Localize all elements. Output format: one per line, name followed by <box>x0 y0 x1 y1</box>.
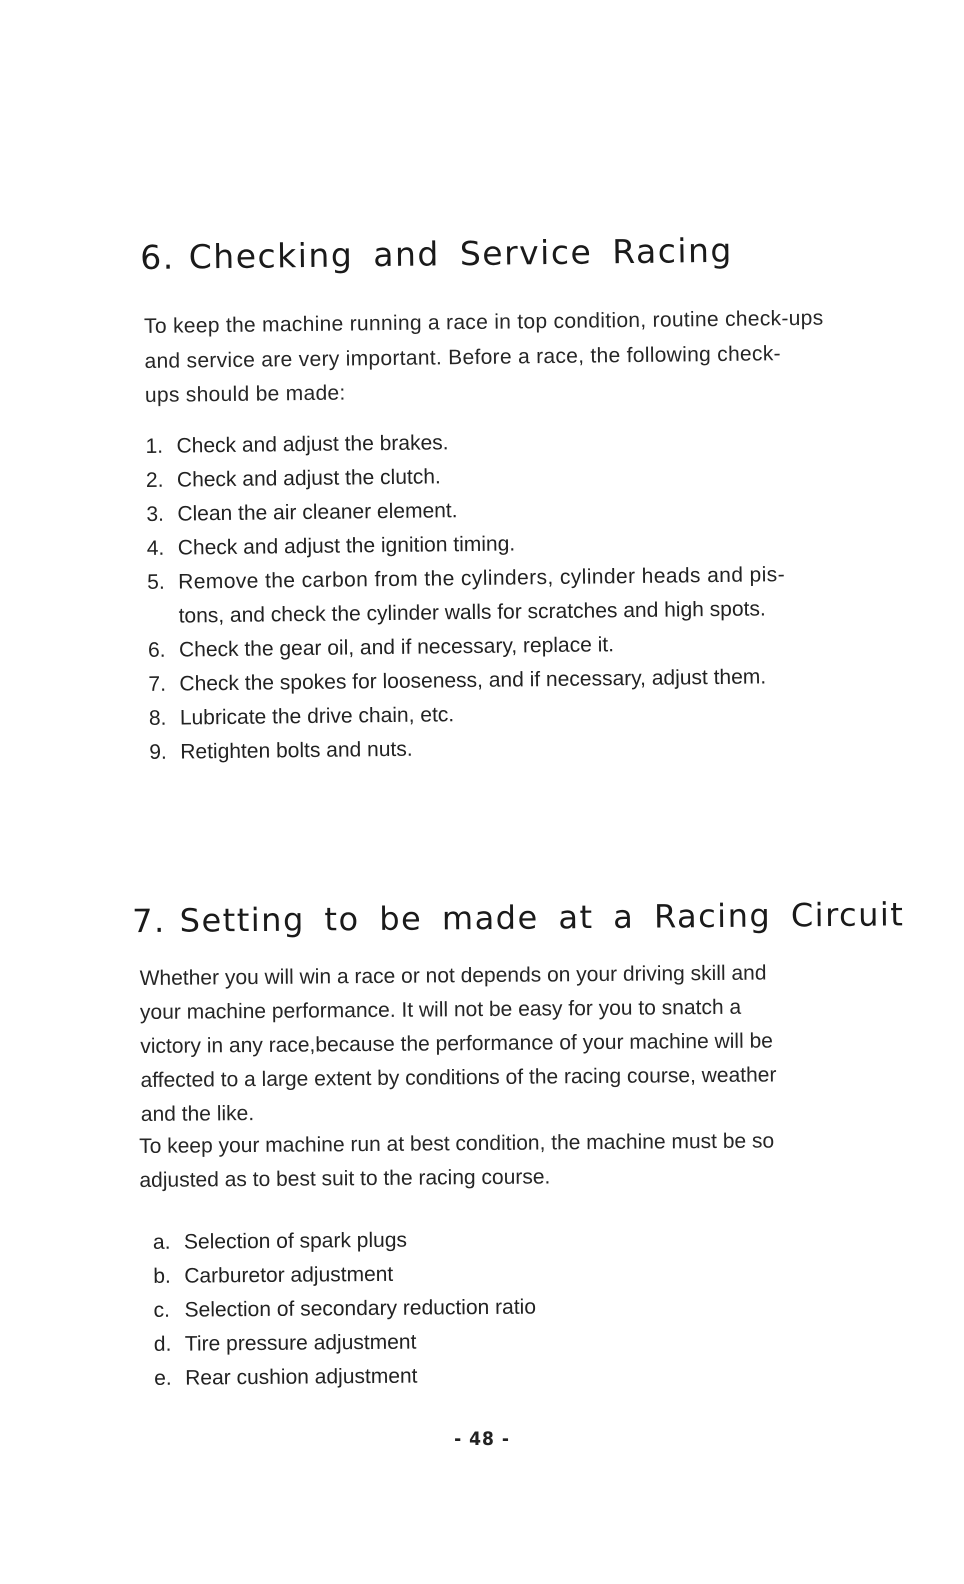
section-7-note-line: To keep your machine run at best condition, the machine must be so <box>139 1129 775 1159</box>
section-racing-circuit-settings <box>0 893 964 1390</box>
list-marker: a. <box>152 1230 171 1254</box>
checkup-item-text: Check and adjust the brakes. <box>176 431 449 458</box>
adjustment-item <box>154 1325 537 1362</box>
section-6-intro-line: and service are very important. Before a race, the following check- <box>144 341 781 373</box>
section-7-intro-line: your machine performance. It will not be easy for you to snatch a <box>139 995 742 1025</box>
list-marker: 2. <box>145 468 164 492</box>
checkup-item-text: Lubricate the drive chain, etc. <box>179 703 455 730</box>
checkup-item-text: Check the gear oil, and if necessary, replace it. <box>178 633 615 662</box>
section-6-heading <box>140 231 733 277</box>
checkup-list <box>145 422 787 770</box>
list-marker: 9. <box>149 740 167 764</box>
checkup-item-text: Check the spokes for looseness, and if necessary, adjust them. <box>179 665 767 696</box>
list-marker: d. <box>153 1332 172 1356</box>
checkup-item <box>147 558 786 634</box>
list-marker: 3. <box>146 502 165 526</box>
list-marker: 7. <box>148 672 167 696</box>
section-7-heading <box>132 895 905 940</box>
adjustment-list <box>153 1223 537 1396</box>
adjustment-item-text: Selection of spark plugs <box>183 1228 408 1254</box>
section-7-intro-line: Whether you will win a race or not depends on your driving skill and <box>139 961 767 991</box>
section-6-intro-line: To keep the machine running a race in top condition, routine check-ups <box>143 306 824 338</box>
checkup-item-text: Clean the air cleaner element. <box>177 499 458 526</box>
section-checking-and-service <box>0 228 964 764</box>
adjustment-item <box>153 1223 536 1260</box>
checkup-item-text: Retighten bolts and nuts. <box>180 737 413 764</box>
section-7-note-line: adjusted as to best suit to the racing course. <box>139 1165 551 1193</box>
checkup-item <box>149 728 787 770</box>
adjustment-item-text: Rear cushion adjustment <box>185 1364 418 1390</box>
section-7-intro-line: and the like. <box>140 1102 255 1127</box>
adjustment-item-text: Selection of secondary reduction ratio <box>184 1295 537 1322</box>
section-6-intro-line: ups should be made: <box>144 381 346 407</box>
checkup-item-text-continued: tons, and check the cylinder walls for scratches and high spots. <box>178 597 766 628</box>
section-7-intro <box>140 956 777 1132</box>
list-marker: c. <box>153 1298 171 1322</box>
list-marker: 5. <box>147 570 165 594</box>
section-7-intro-line: affected to a large extent by conditions of the racing course, weather <box>140 1063 777 1093</box>
list-marker: 6. <box>147 638 166 662</box>
checkup-item-text: Check and adjust the ignition timing. <box>177 532 516 560</box>
list-marker: 4. <box>146 536 165 560</box>
list-marker: 1. <box>145 434 164 458</box>
adjustment-item <box>153 1257 536 1294</box>
section-6-number: 6. <box>140 237 175 277</box>
section-6-title: Checking and Service Racing <box>188 230 734 277</box>
page-number: - 48 - <box>454 1428 510 1450</box>
adjustment-item <box>154 1359 537 1396</box>
adjustment-item-text: Carburetor adjustment <box>184 1262 394 1288</box>
section-7-title: Setting to be made at a Racing Circuit <box>179 895 905 940</box>
section-7-note <box>139 1124 775 1198</box>
section-7-intro-line: victory in any race,because the performance of your machine will be <box>140 1029 774 1059</box>
checkup-item-text: Check and adjust the clutch. <box>176 465 441 492</box>
section-7-number: 7. <box>132 901 166 941</box>
list-marker: 8. <box>148 706 167 730</box>
adjustment-item <box>153 1291 536 1328</box>
section-6-intro <box>144 302 825 414</box>
adjustment-item-text: Tire pressure adjustment <box>184 1330 417 1356</box>
list-marker: e. <box>154 1366 172 1390</box>
list-marker: b. <box>153 1264 171 1288</box>
checkup-item-text: Remove the carbon from the cylinders, cylinder heads and pis- <box>178 563 786 594</box>
